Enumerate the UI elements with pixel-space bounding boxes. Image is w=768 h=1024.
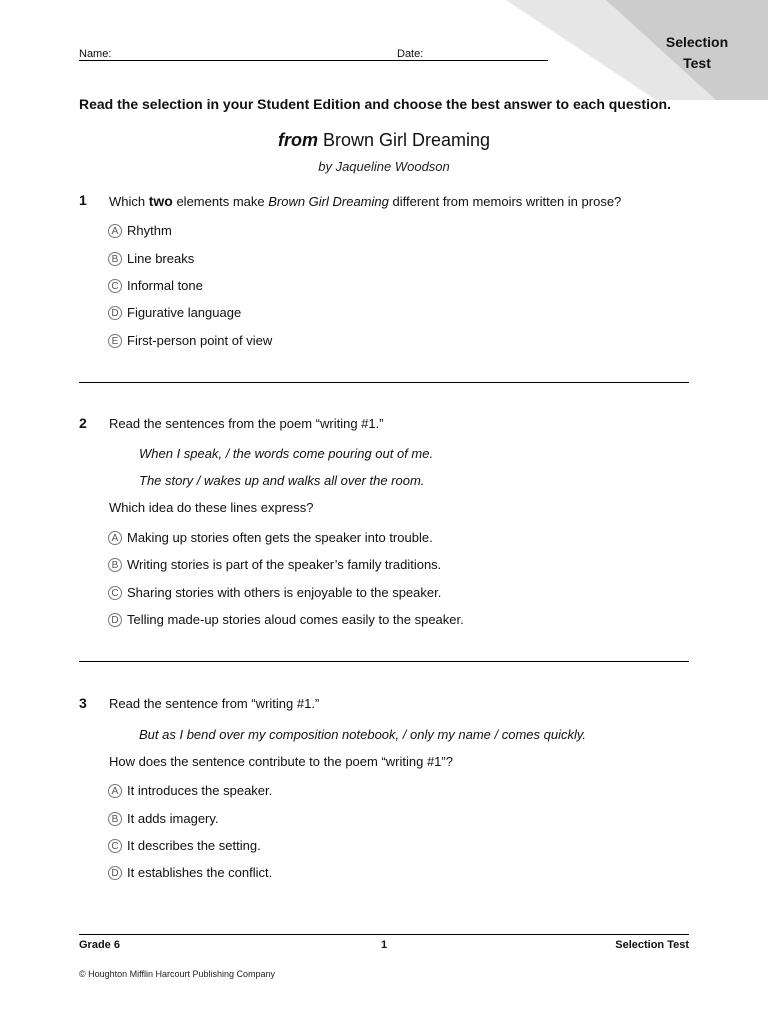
selection-test-label (656, 32, 738, 74)
option-label: It introduces the speaker. (127, 783, 273, 798)
answer-bubble-icon[interactable]: A (108, 784, 122, 798)
answer-bubble-icon[interactable]: D (108, 866, 122, 880)
name-field[interactable] (79, 48, 397, 61)
question-1-number: 1 (79, 192, 87, 208)
question-2-text: Read the sentences from the poem “writing #1.” (109, 416, 384, 431)
answer-bubble-icon[interactable]: B (108, 252, 122, 266)
option-label: Writing stories is part of the speaker’s family traditions. (127, 557, 442, 572)
option-label: Figurative language (127, 305, 242, 320)
q1-option-e[interactable] (108, 333, 272, 351)
name-label: Name: (79, 48, 112, 60)
q1-option-a[interactable] (108, 223, 172, 241)
selection-author: by Jaqueline Woodson (318, 159, 450, 174)
question-2-prompt: Which idea do these lines express? (109, 500, 314, 515)
name-date-row (79, 46, 549, 62)
answer-bubble-icon[interactable]: D (108, 613, 122, 627)
q1-text-bold: two (148, 193, 173, 209)
copyright-notice: © Houghton Mifflin Harcourt Publishing Company (79, 969, 276, 979)
title-prefix: from (277, 130, 318, 150)
option-label: First-person point of view (127, 333, 273, 348)
option-label: Line breaks (127, 251, 195, 266)
q1-option-c[interactable] (108, 278, 203, 296)
q2-option-c[interactable] (108, 585, 441, 603)
date-label: Date: (397, 48, 424, 60)
footer-divider (79, 934, 689, 935)
q1-text-mid: elements make (172, 194, 269, 209)
question-1-text (109, 193, 621, 209)
q2-option-a[interactable] (108, 530, 433, 548)
answer-bubble-icon[interactable]: A (108, 224, 122, 238)
option-label: It establishes the conflict. (127, 865, 273, 880)
answer-bubble-icon[interactable]: A (108, 531, 122, 545)
date-field[interactable] (397, 48, 548, 61)
q3-option-a[interactable] (108, 783, 272, 801)
answer-bubble-icon[interactable]: C (108, 279, 122, 293)
q3-quote-1: But as I bend over my composition notebook, / only my name / comes quickly. (139, 727, 587, 742)
question-3-text: Read the sentence from “writing #1.” (109, 696, 320, 711)
answer-bubble-icon[interactable]: D (108, 306, 122, 320)
footer-page-number: 1 (380, 939, 388, 951)
q2-option-d[interactable] (108, 612, 464, 630)
title-main: Brown Girl Dreaming (322, 130, 491, 150)
question-2-number: 2 (79, 415, 87, 431)
option-label: Rhythm (127, 223, 172, 238)
footer-test-name: Selection Test (615, 939, 689, 951)
footer-grade: Grade 6 (79, 939, 120, 951)
answer-bubble-icon[interactable]: E (108, 334, 122, 348)
option-label: Making up stories often gets the speaker into trouble. (127, 530, 433, 545)
q1-text-pre: Which (109, 194, 149, 209)
q1-option-d[interactable] (108, 305, 241, 323)
answer-bubble-icon[interactable]: C (108, 586, 122, 600)
answer-bubble-icon[interactable]: B (108, 558, 122, 572)
q3-option-d[interactable] (108, 865, 272, 883)
q1-text-italic: Brown Girl Dreaming (268, 194, 389, 209)
page-footer (79, 939, 689, 955)
q1-text-post: different from memoirs written in prose? (388, 194, 622, 209)
option-label: Sharing stories with others is enjoyable to the speaker. (127, 585, 442, 600)
option-label: It describes the setting. (127, 838, 261, 853)
q1-option-b[interactable] (108, 251, 194, 269)
option-label: It adds imagery. (127, 811, 219, 826)
selection-title (0, 130, 768, 151)
corner-label-line1: Selection (665, 34, 729, 50)
answer-bubble-icon[interactable]: B (108, 812, 122, 826)
q3-option-b[interactable] (108, 811, 219, 829)
corner-label-line2: Test (683, 55, 711, 71)
q2-option-b[interactable] (108, 557, 441, 575)
q2-quote-2: The story / wakes up and walks all over the room. (139, 473, 425, 488)
question-divider (79, 382, 689, 383)
instructions: Read the selection in your Student Edition and choose the best answer to each question. (79, 96, 671, 112)
question-3-prompt: How does the sentence contribute to the poem “writing #1”? (109, 754, 453, 769)
option-label: Informal tone (127, 278, 203, 293)
question-3-number: 3 (79, 695, 87, 711)
q2-quote-1: When I speak, / the words come pouring out of me. (139, 446, 434, 461)
question-divider (79, 661, 689, 662)
answer-bubble-icon[interactable]: C (108, 839, 122, 853)
q3-option-c[interactable] (108, 838, 261, 856)
option-label: Telling made-up stories aloud comes easily to the speaker. (127, 612, 464, 627)
